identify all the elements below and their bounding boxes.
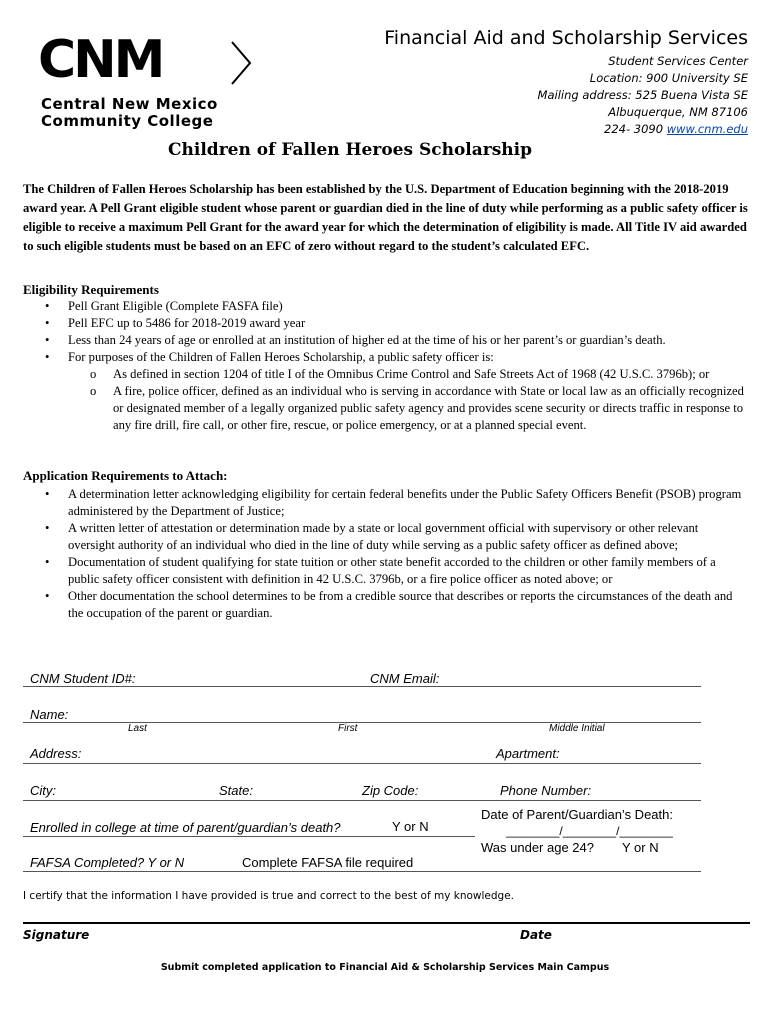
bullet-icon: • (45, 487, 50, 501)
list-item: • A written letter of attestation or determination made by a state or local government official with supervisory or other relevant oversight authority of an individual who died in the line of duty while serving as a public safety officer as defined above; (45, 521, 699, 552)
list-item: • Pell EFC up to 5486 for 2018-2019 award year (45, 316, 306, 330)
city-field[interactable] (23, 800, 701, 801)
circle-bullet-icon: o (90, 367, 97, 381)
application-list (23, 486, 748, 622)
enrolled-yn-option[interactable]: Y or N (392, 819, 429, 834)
sub-list-item: o As defined in section 1204 of title I of the Omnibus Crime Control and Safe Streets Act of 1968 (42 U.S.C. 3796b); or (90, 367, 710, 381)
bullet-icon: • (45, 589, 50, 603)
website-link[interactable]: www.cnm.edu (666, 122, 748, 136)
address-line-4: Albuquerque, NM 87106 (608, 105, 748, 119)
name-label: Name: (30, 707, 69, 722)
enrolled-label: Enrolled in college at time of parent/guardian’s death? (30, 820, 341, 835)
address-label: Address: (30, 746, 82, 761)
death-date-label: Date of Parent/Guardian’s Death: (481, 807, 673, 822)
circle-bullet-icon: o (90, 384, 97, 398)
logo-arrow-icon (230, 40, 254, 86)
page-title: Children of Fallen Heroes Scholarship (168, 140, 532, 160)
signature-field[interactable] (23, 922, 750, 924)
sub-list-item: o A fire, police officer, defined as an individual who is serving in accordance with State or local law as an officially recognized or designated member of a legally organized public safety agency and provides scene security or directs traffic in response to any fire drill, fire call, or other fire, rescue, or police emergency, or at a planned special event. (90, 384, 744, 432)
first-name-caption: First (338, 723, 358, 734)
application-heading: Application Requirements to Attach: (23, 468, 228, 483)
college-name-line2: Community College (41, 112, 214, 130)
address-line-1: Student Services Center (608, 54, 748, 68)
college-name-line1: Central New Mexico (41, 95, 218, 113)
bullet-icon: • (45, 316, 50, 330)
address-line-3: Mailing address: 525 Buena Vista SE (537, 88, 748, 102)
student-id-field[interactable] (23, 686, 701, 687)
signature-label: Signature (23, 928, 90, 942)
under24-label: Was under age 24? (481, 840, 594, 855)
state-label: State: (219, 783, 253, 798)
email-label: CNM Email: (370, 671, 440, 686)
bullet-icon: • (45, 299, 50, 313)
address-line-2: Location: 900 University SE (589, 71, 748, 85)
bullet-icon: • (45, 350, 50, 364)
certification-statement: I certify that the information I have provided is true and correct to the best of my knowledge. (23, 890, 515, 902)
phone-number: 224- 3090 (604, 122, 664, 136)
list-item: • Pell Grant Eligible (Complete FASFA file) (45, 299, 283, 313)
intro-paragraph: The Children of Fallen Heroes Scholarship has been established by the U.S. Department of Education beginning with the 2018-2019 award year. A Pell Grant eligible student whose parent or guardian died in the line of duty while performing as a public safety officer is eligible to receive a maximum Pell Grant for the award year for which the determination of eligibility is made. All Title IV aid awarded to such eligible students must be based on an EFC of zero without regard to the student’s calculated EFC. (23, 182, 748, 253)
date-label: Date (520, 928, 552, 942)
last-name-caption: Last (128, 723, 147, 734)
eligibility-list (23, 298, 748, 434)
death-date-field[interactable]: ________/________/________ (506, 824, 673, 838)
middle-initial-caption: Middle Initial (549, 723, 605, 734)
eligibility-heading: Eligibility Requirements (23, 282, 159, 297)
submit-instructions: Submit completed application to Financial Aid & Scholarship Services Main Campus (160, 962, 610, 973)
list-item: • A determination letter acknowledging eligibility for certain federal benefits under the Public Safety Officers Benefit (PSOB) program administered by the Department of Justice; (45, 487, 742, 518)
fafsa-field[interactable] (23, 871, 701, 872)
cnm-logo-text: CNM (38, 30, 163, 90)
enrolled-field[interactable] (23, 836, 475, 837)
bullet-icon: • (45, 555, 50, 569)
list-item: • Documentation of student qualifying for state tuition or other state benefit accorded to the children or other family members of a public safety officer consistent with definition in 42 U.S.C. 3796b, or a fire police officer as noted above; or (45, 555, 716, 586)
contact-line (604, 121, 748, 138)
zip-label: Zip Code: (362, 783, 419, 798)
bullet-icon: • (45, 521, 50, 535)
fafsa-completed-label[interactable]: FAFSA Completed? Y or N (30, 855, 185, 870)
list-item: • Less than 24 years of age or enrolled at an institution of higher ed at the time of his or her parent’s or guardian’s death. (45, 333, 666, 347)
apartment-label: Apartment: (496, 746, 560, 761)
list-item: • For purposes of the Children of Fallen Heroes Scholarship, a public safety officer is: o As defined in section 1204 of title I of the Omnibus Crime Control and Safe Streets Act of 1968 (42 U.S.C. 3796b); or o A fire, police officer, defined as an individual who is serving in accordance with State or local law as an officially recognized or designated member of a legally organized public safety agency and provides scene security or directs traffic in response to any fire drill, fire call, or other fire, rescue, or police emergency, or at a planned special event. (23, 349, 748, 434)
fafsa-note: Complete FAFSA file required (242, 855, 414, 870)
list-item: • Other documentation the school determines to be from a credible source that describes or reports the circumstances of the death and the occupation of the parent or guardian. (45, 589, 733, 620)
department-title: Financial Aid and Scholarship Services (384, 27, 748, 49)
student-id-label: CNM Student ID#: (30, 671, 136, 686)
address-field[interactable] (23, 763, 701, 764)
officer-definition-list (68, 366, 748, 434)
city-label: City: (30, 783, 56, 798)
bullet-icon: • (45, 333, 50, 347)
under24-yn-option[interactable]: Y or N (622, 840, 659, 855)
phone-label: Phone Number: (500, 783, 592, 798)
